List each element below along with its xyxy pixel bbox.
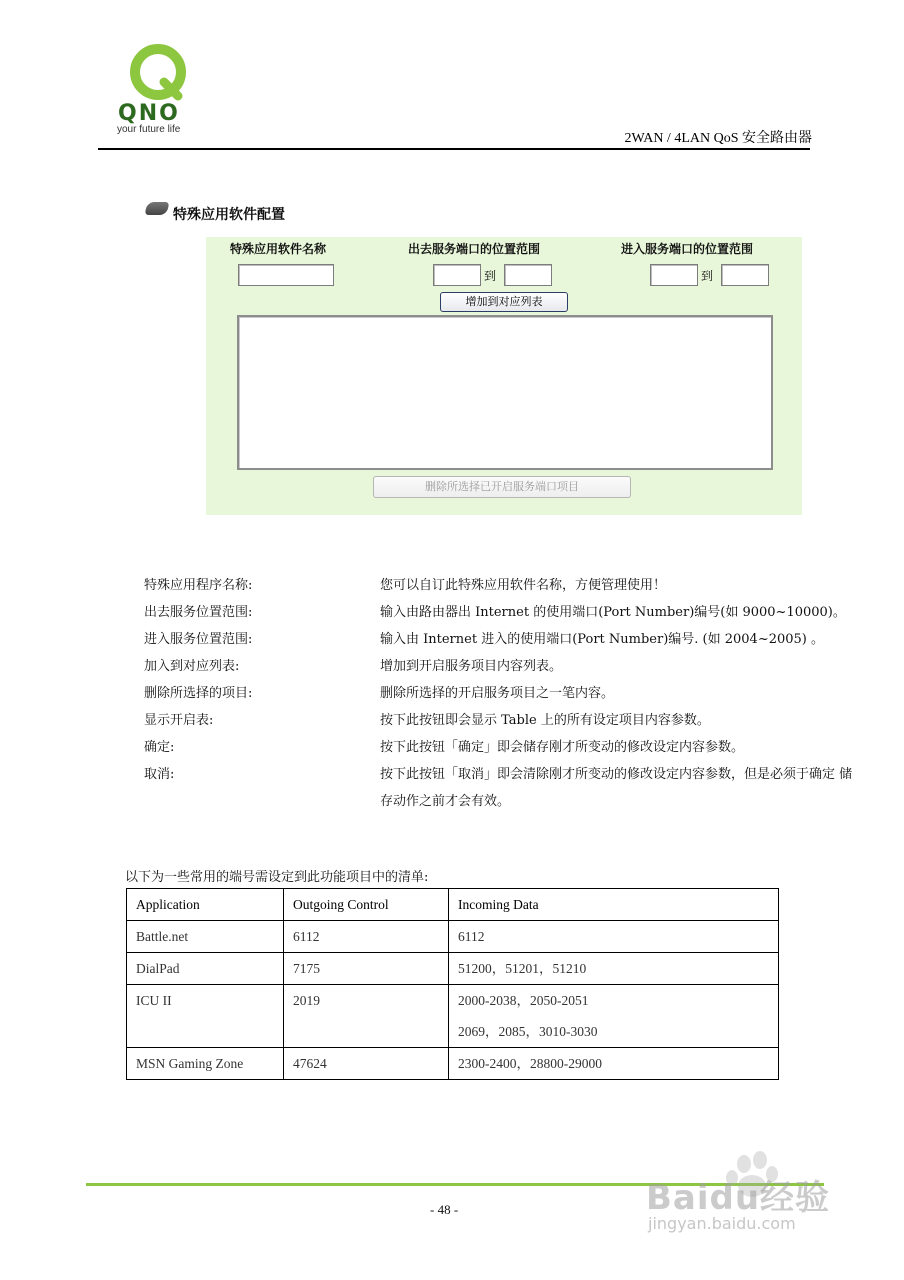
cell-application: MSN Gaming Zone <box>127 1048 284 1080</box>
cell-outgoing: 2019 <box>284 985 449 1048</box>
logo-tagline: your future life <box>117 124 181 135</box>
definition-term: 确定: <box>144 740 175 755</box>
incoming-port-end-input[interactable] <box>721 264 769 286</box>
section-bullet-icon <box>145 202 170 215</box>
document-title: 2WAN / 4LAN QoS 安全路由器 <box>624 131 812 146</box>
definition-desc: 输入由路由器出 Internet 的使用端口(Port Number)编号(如 9000~10000)。 <box>380 605 846 620</box>
definition-term: 删除所选择的项目: <box>144 686 253 701</box>
common-ports-table <box>126 888 779 1080</box>
column-header-outgoing-range: 出去服务端口的位置范围 <box>408 242 541 256</box>
definition-desc: 按下此按钮即会显示 Table 上的所有设定项目内容参数。 <box>380 713 710 728</box>
definition-desc: 增加到开启服务项目内容列表。 <box>380 659 563 674</box>
service-port-listbox[interactable] <box>237 315 773 470</box>
cell-application: ICU II <box>127 985 284 1048</box>
cell-incoming <box>449 985 779 1048</box>
definition-desc: 您可以自订此特殊应用软件名称，方便管理使用！ <box>380 578 667 593</box>
header-outgoing-control: Outgoing Control <box>284 889 449 921</box>
cell-outgoing: 6112 <box>284 921 449 953</box>
cell-incoming: 6112 <box>449 921 779 953</box>
app-name-input[interactable] <box>238 264 334 286</box>
definition-row <box>144 707 864 734</box>
definition-term: 加入到对应列表: <box>144 659 240 674</box>
page-number: - 48 - <box>430 1202 459 1217</box>
field-definitions <box>144 572 864 815</box>
definition-desc: 删除所选择的开启服务项目之一笔内容。 <box>380 686 615 701</box>
cell-application: DialPad <box>127 953 284 985</box>
column-header-app-name: 特殊应用软件名称 <box>230 242 327 256</box>
cell-incoming-line-2: 2069，2085，3010-3030 <box>458 1024 598 1039</box>
definition-term: 出去服务位置范围: <box>144 605 253 620</box>
table-header-row <box>127 889 779 921</box>
definition-row <box>144 626 864 653</box>
watermark-url: jingyan.baidu.com <box>648 1214 796 1233</box>
column-header-incoming-range: 进入服务端口的位置范围 <box>621 242 754 256</box>
header-incoming-data: Incoming Data <box>449 889 779 921</box>
definition-row <box>144 761 864 815</box>
definition-term: 进入服务位置范围: <box>144 632 253 647</box>
definition-term: 取消: <box>144 767 175 782</box>
definition-row <box>144 572 864 599</box>
delete-selected-button[interactable]: 删除所选择已开启服务端口项目 <box>373 476 631 498</box>
table-row <box>127 1048 779 1080</box>
definition-desc: 按下此按钮「取消」即会清除刚才所变动的修改设定内容参数，但是必须于确定 储存动作之前才会有效。 <box>380 767 853 809</box>
definition-row <box>144 599 864 626</box>
add-to-list-button[interactable]: 增加到对应列表 <box>440 292 568 312</box>
header-application: Application <box>127 889 284 921</box>
definition-desc: 输入由 Internet 进入的使用端口(Port Number)编号. (如 2004~2005) 。 <box>380 632 824 647</box>
incoming-port-start-input[interactable] <box>650 264 698 286</box>
definition-row <box>144 734 864 761</box>
outgoing-to-label: 到 <box>484 269 497 283</box>
cell-incoming: 51200，51201，51210 <box>449 953 779 985</box>
cell-outgoing: 7175 <box>284 953 449 985</box>
definition-row <box>144 653 864 680</box>
definition-desc: 按下此按钮「确定」即会储存刚才所变动的修改设定内容参数。 <box>380 740 745 755</box>
outgoing-port-start-input[interactable] <box>433 264 481 286</box>
incoming-to-label: 到 <box>701 269 714 283</box>
logo-text: QNO <box>118 101 180 126</box>
definition-term: 特殊应用程序名称: <box>144 578 253 593</box>
cell-outgoing: 47624 <box>284 1048 449 1080</box>
watermark-text: Baidu经验 <box>646 1178 831 1218</box>
cell-incoming-line-1: 2000-2038，2050-2051 <box>458 993 589 1008</box>
outgoing-port-end-input[interactable] <box>504 264 552 286</box>
header-divider <box>98 148 810 150</box>
table-row <box>127 985 779 1048</box>
definition-row <box>144 680 864 707</box>
definition-term: 显示开启表: <box>144 713 214 728</box>
table-intro: 以下为一些常用的端号需设定到此功能项目中的清单: <box>125 870 429 885</box>
section-title: 特殊应用软件配置 <box>173 207 285 223</box>
table-row <box>127 921 779 953</box>
cell-incoming: 2300-2400，28800-29000 <box>449 1048 779 1080</box>
cell-application: Battle.net <box>127 921 284 953</box>
table-row <box>127 953 779 985</box>
